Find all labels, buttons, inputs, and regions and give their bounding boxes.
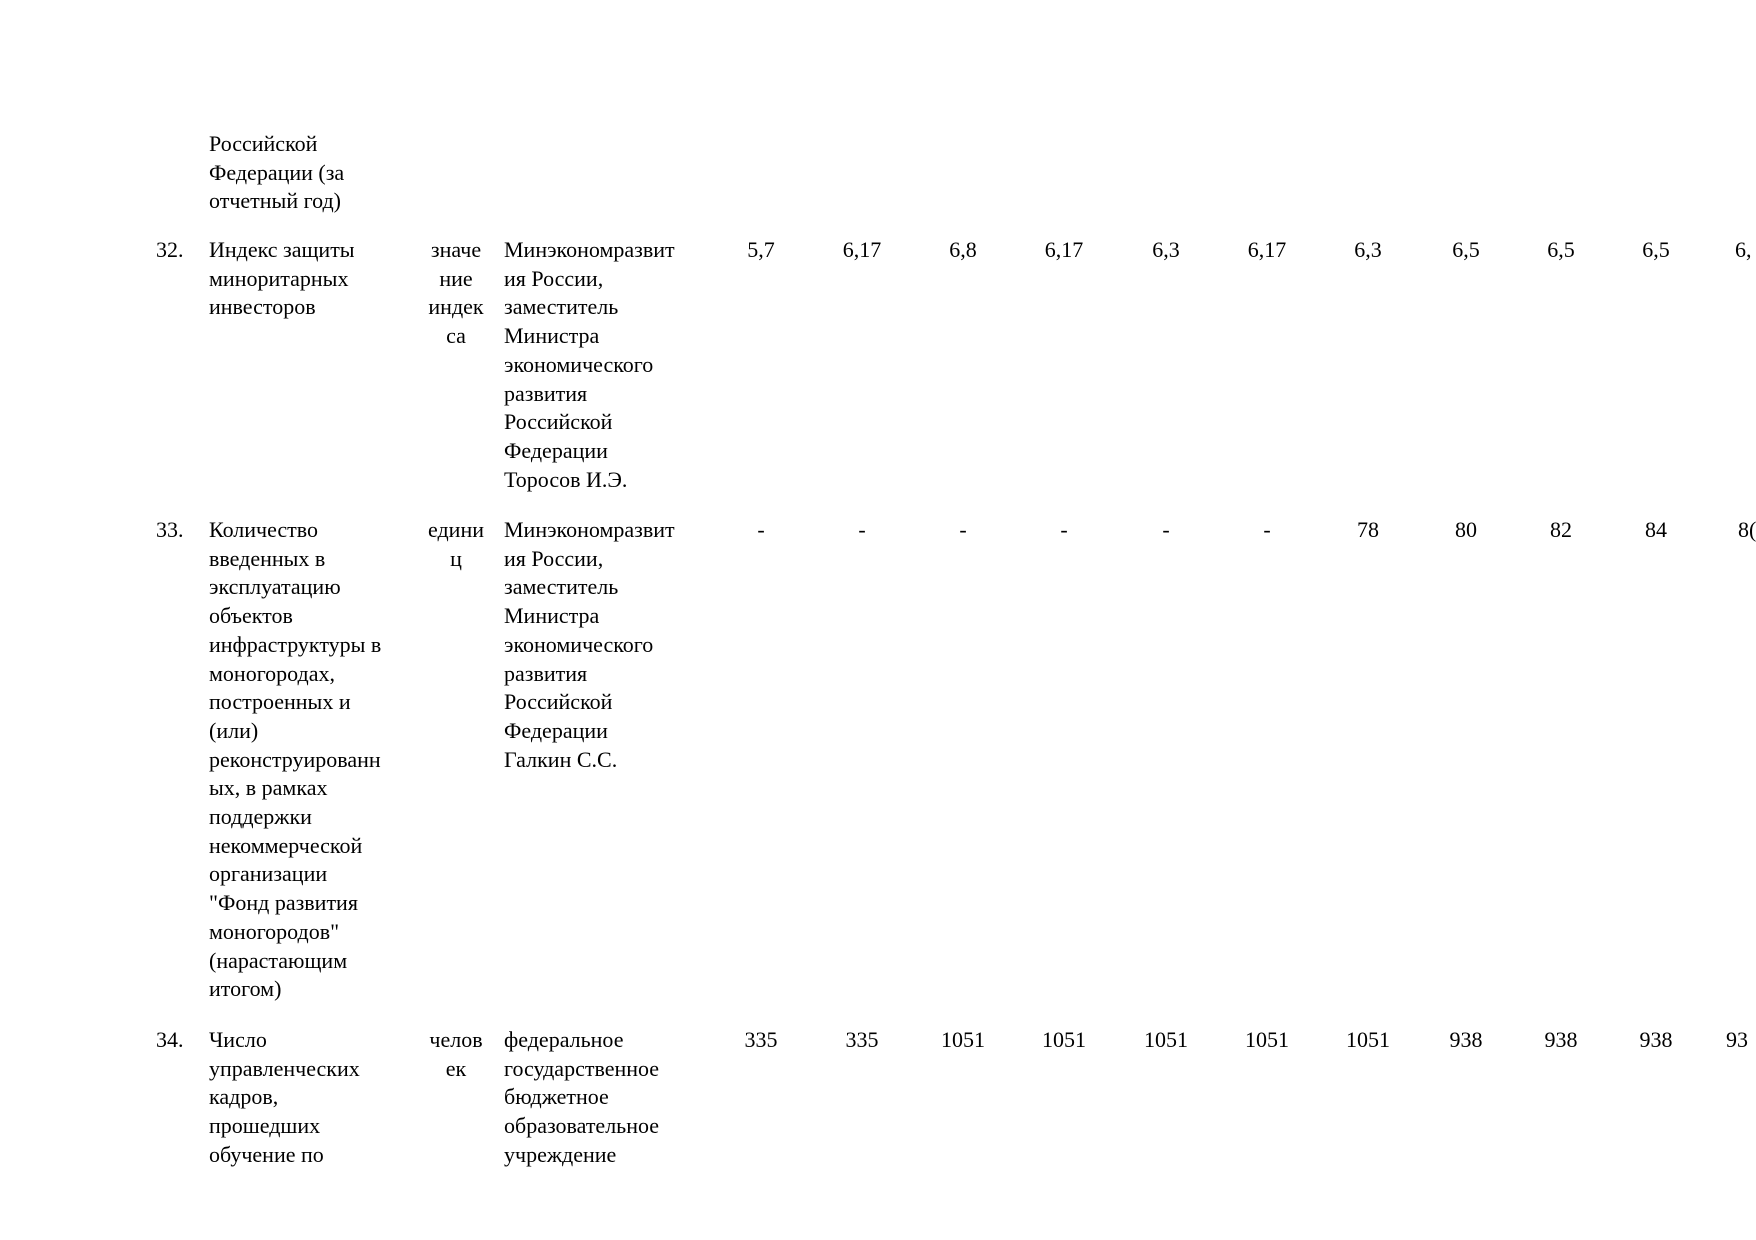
value-cell: - — [1060, 517, 1068, 542]
value-cell: - — [1162, 517, 1170, 542]
value-cell: 6,5 — [1547, 237, 1575, 262]
carryover-indicator-text: Российской Федерации (за отчетный год) — [209, 131, 345, 214]
value-cell: 84 — [1645, 517, 1667, 542]
unit-of-measure: челов ек — [429, 1027, 483, 1081]
responsible-party: федеральное государственное бюджетное образовательное учреждение — [504, 1027, 660, 1167]
indicator-name: Количество введенных в эксплуатацию объектов инфраструктуры в моногородах, построенных и (или) реконструированн ых, в рамках поддержки некоммерческой организации "Фонд развития моногородов" (нарастающим итогом) — [209, 517, 382, 1002]
value-cell: 938 — [1544, 1027, 1578, 1052]
value-cell: 80 — [1455, 517, 1477, 542]
value-cell: 6,5 — [1452, 237, 1480, 262]
unit-of-measure: едини ц — [428, 517, 484, 571]
unit-of-measure: значе ние индек са — [428, 237, 484, 349]
value-cell: 1051 — [1144, 1027, 1188, 1052]
value-cell: - — [959, 517, 967, 542]
value-cell: - — [858, 517, 866, 542]
value-cell: 1051 — [1346, 1027, 1390, 1052]
value-cell: 335 — [845, 1027, 879, 1052]
row-number: 32. — [156, 237, 184, 262]
value-cell: 82 — [1550, 517, 1572, 542]
row-number: 34. — [156, 1027, 184, 1052]
value-cell: 938 — [1639, 1027, 1673, 1052]
value-cell: 1051 — [941, 1027, 985, 1052]
responsible-party: Минэкономразвит ия России, заместитель Министра экономического развития Российской Федерации Торосов И.Э. — [504, 237, 675, 492]
indicator-name: Индекс защиты миноритарных инвесторов — [209, 237, 355, 320]
value-cell: 6,3 — [1152, 237, 1180, 262]
value-cell: 335 — [744, 1027, 778, 1052]
value-cell: - — [757, 517, 765, 542]
value-cell: 8( — [1738, 517, 1756, 542]
value-cell: 5,7 — [747, 237, 775, 262]
value-cell: 6,17 — [842, 237, 882, 262]
value-cell: 6, — [1735, 237, 1752, 262]
value-cell: 93 — [1726, 1027, 1748, 1052]
value-cell: 1051 — [1042, 1027, 1086, 1052]
value-cell: 6,8 — [949, 237, 977, 262]
value-cell: 6,3 — [1354, 237, 1382, 262]
value-cell: 6,17 — [1044, 237, 1084, 262]
value-cell: 938 — [1449, 1027, 1483, 1052]
row-number: 33. — [156, 517, 184, 542]
value-cell: 6,5 — [1642, 237, 1670, 262]
responsible-party: Минэкономразвит ия России, заместитель Министра экономического развития Российской Федерации Галкин С.С. — [504, 517, 675, 772]
value-cell: 6,17 — [1247, 237, 1287, 262]
value-cell: 78 — [1357, 517, 1379, 542]
value-cell: 1051 — [1245, 1027, 1289, 1052]
value-cell: - — [1263, 517, 1271, 542]
indicator-name: Число управленческих кадров, прошедших обучение по — [209, 1027, 360, 1167]
